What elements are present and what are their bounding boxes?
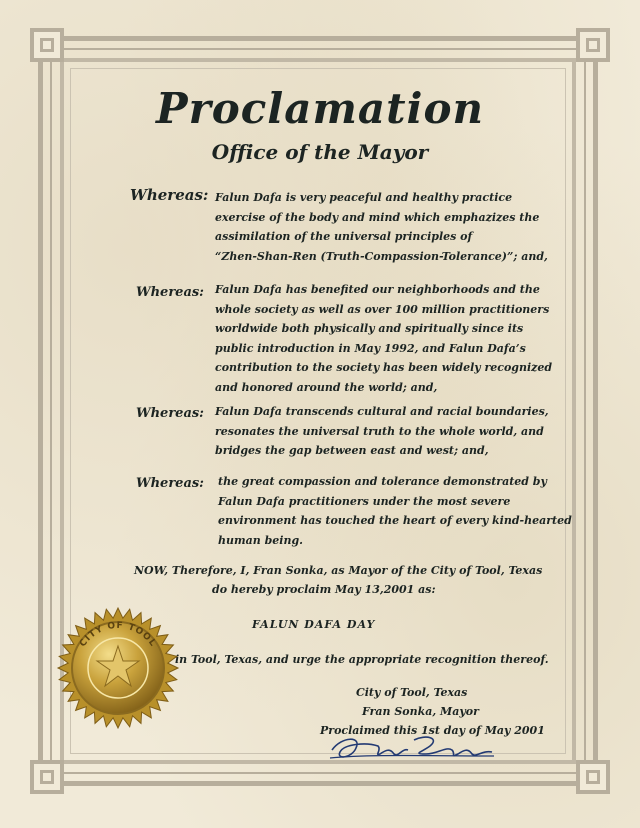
clause-line: exercise of the body and mind which emphazizes the — [215, 210, 540, 224]
frame-corner-tl — [30, 28, 64, 62]
clause-line: human being. — [218, 533, 303, 547]
signature-mayor: Fran Sonka, Mayor — [362, 705, 479, 718]
whereas-label: Whereas: — [136, 476, 204, 491]
signature-date: Proclaimed this 1st day of May 2001 — [320, 724, 545, 737]
signature-city: City of Tool, Texas — [356, 686, 468, 699]
clause-line: resonates the universal truth to the whole world, and — [215, 424, 544, 438]
falun-dafa-day: FALUN DAFA DAY — [252, 618, 376, 631]
closing-line: in Tool, Texas, and urge the appropriate recognition thereof. — [175, 653, 549, 666]
clause-line: and honored around the world; and, — [215, 380, 438, 394]
proclamation-title: Proclamation — [155, 84, 485, 133]
clause-line: Falun Dafa is very peaceful and healthy practice — [215, 191, 513, 204]
whereas-label: Whereas: — [136, 406, 204, 421]
whereas-label: Whereas: — [130, 186, 209, 204]
frame-corner-bl — [30, 760, 64, 794]
clause-line: Falun Dafa transcends cultural and racial boundaries, — [215, 405, 549, 418]
clause-line: Falun Dafa practitioners under the most severe — [218, 494, 511, 508]
frame-corner-br — [576, 760, 610, 794]
mayor-signature — [322, 728, 502, 768]
clause-line: worldwide both physically and spiritually since its — [215, 322, 524, 336]
clause-line: whole society as well as over 100 million practitioners — [215, 302, 550, 316]
office-subtitle: Office of the Mayor — [211, 140, 429, 164]
seal-text: CITY OF TOOL — [78, 620, 158, 649]
gold-seal — [56, 606, 180, 730]
proclaim-line-2: do hereby proclaim May 13,2001 as: — [212, 583, 436, 596]
clause-paragraph — [215, 188, 555, 266]
clause-line: assimilation of the universal principles of — [215, 230, 473, 244]
clause-paragraph — [215, 402, 555, 461]
clause-line: public introduction in May 1992, and Falun Dafa’s — [215, 341, 526, 355]
clause-line: “Zhen-Shan-Ren (Truth-Compassion-Tolerance)”; and, — [215, 249, 548, 263]
clause-line: contribution to the society has been widely recognized — [215, 361, 553, 375]
proclaim-line-1: NOW, Therefore, I, Fran Sonka, as Mayor of the City of Tool, Texas — [134, 564, 543, 577]
clause-line: the great compassion and tolerance demonstrated by — [218, 475, 547, 488]
frame-corner-tr — [576, 28, 610, 62]
clause-line: environment has touched the heart of every kind-hearted — [218, 514, 572, 528]
whereas-label: Whereas: — [136, 285, 204, 300]
clause-paragraph — [215, 280, 555, 398]
clause-paragraph — [218, 472, 572, 550]
clause-line: bridges the gap between east and west; and, — [215, 444, 489, 458]
clause-line: Falun Dafa has benefited our neighborhoods and the — [215, 283, 540, 296]
